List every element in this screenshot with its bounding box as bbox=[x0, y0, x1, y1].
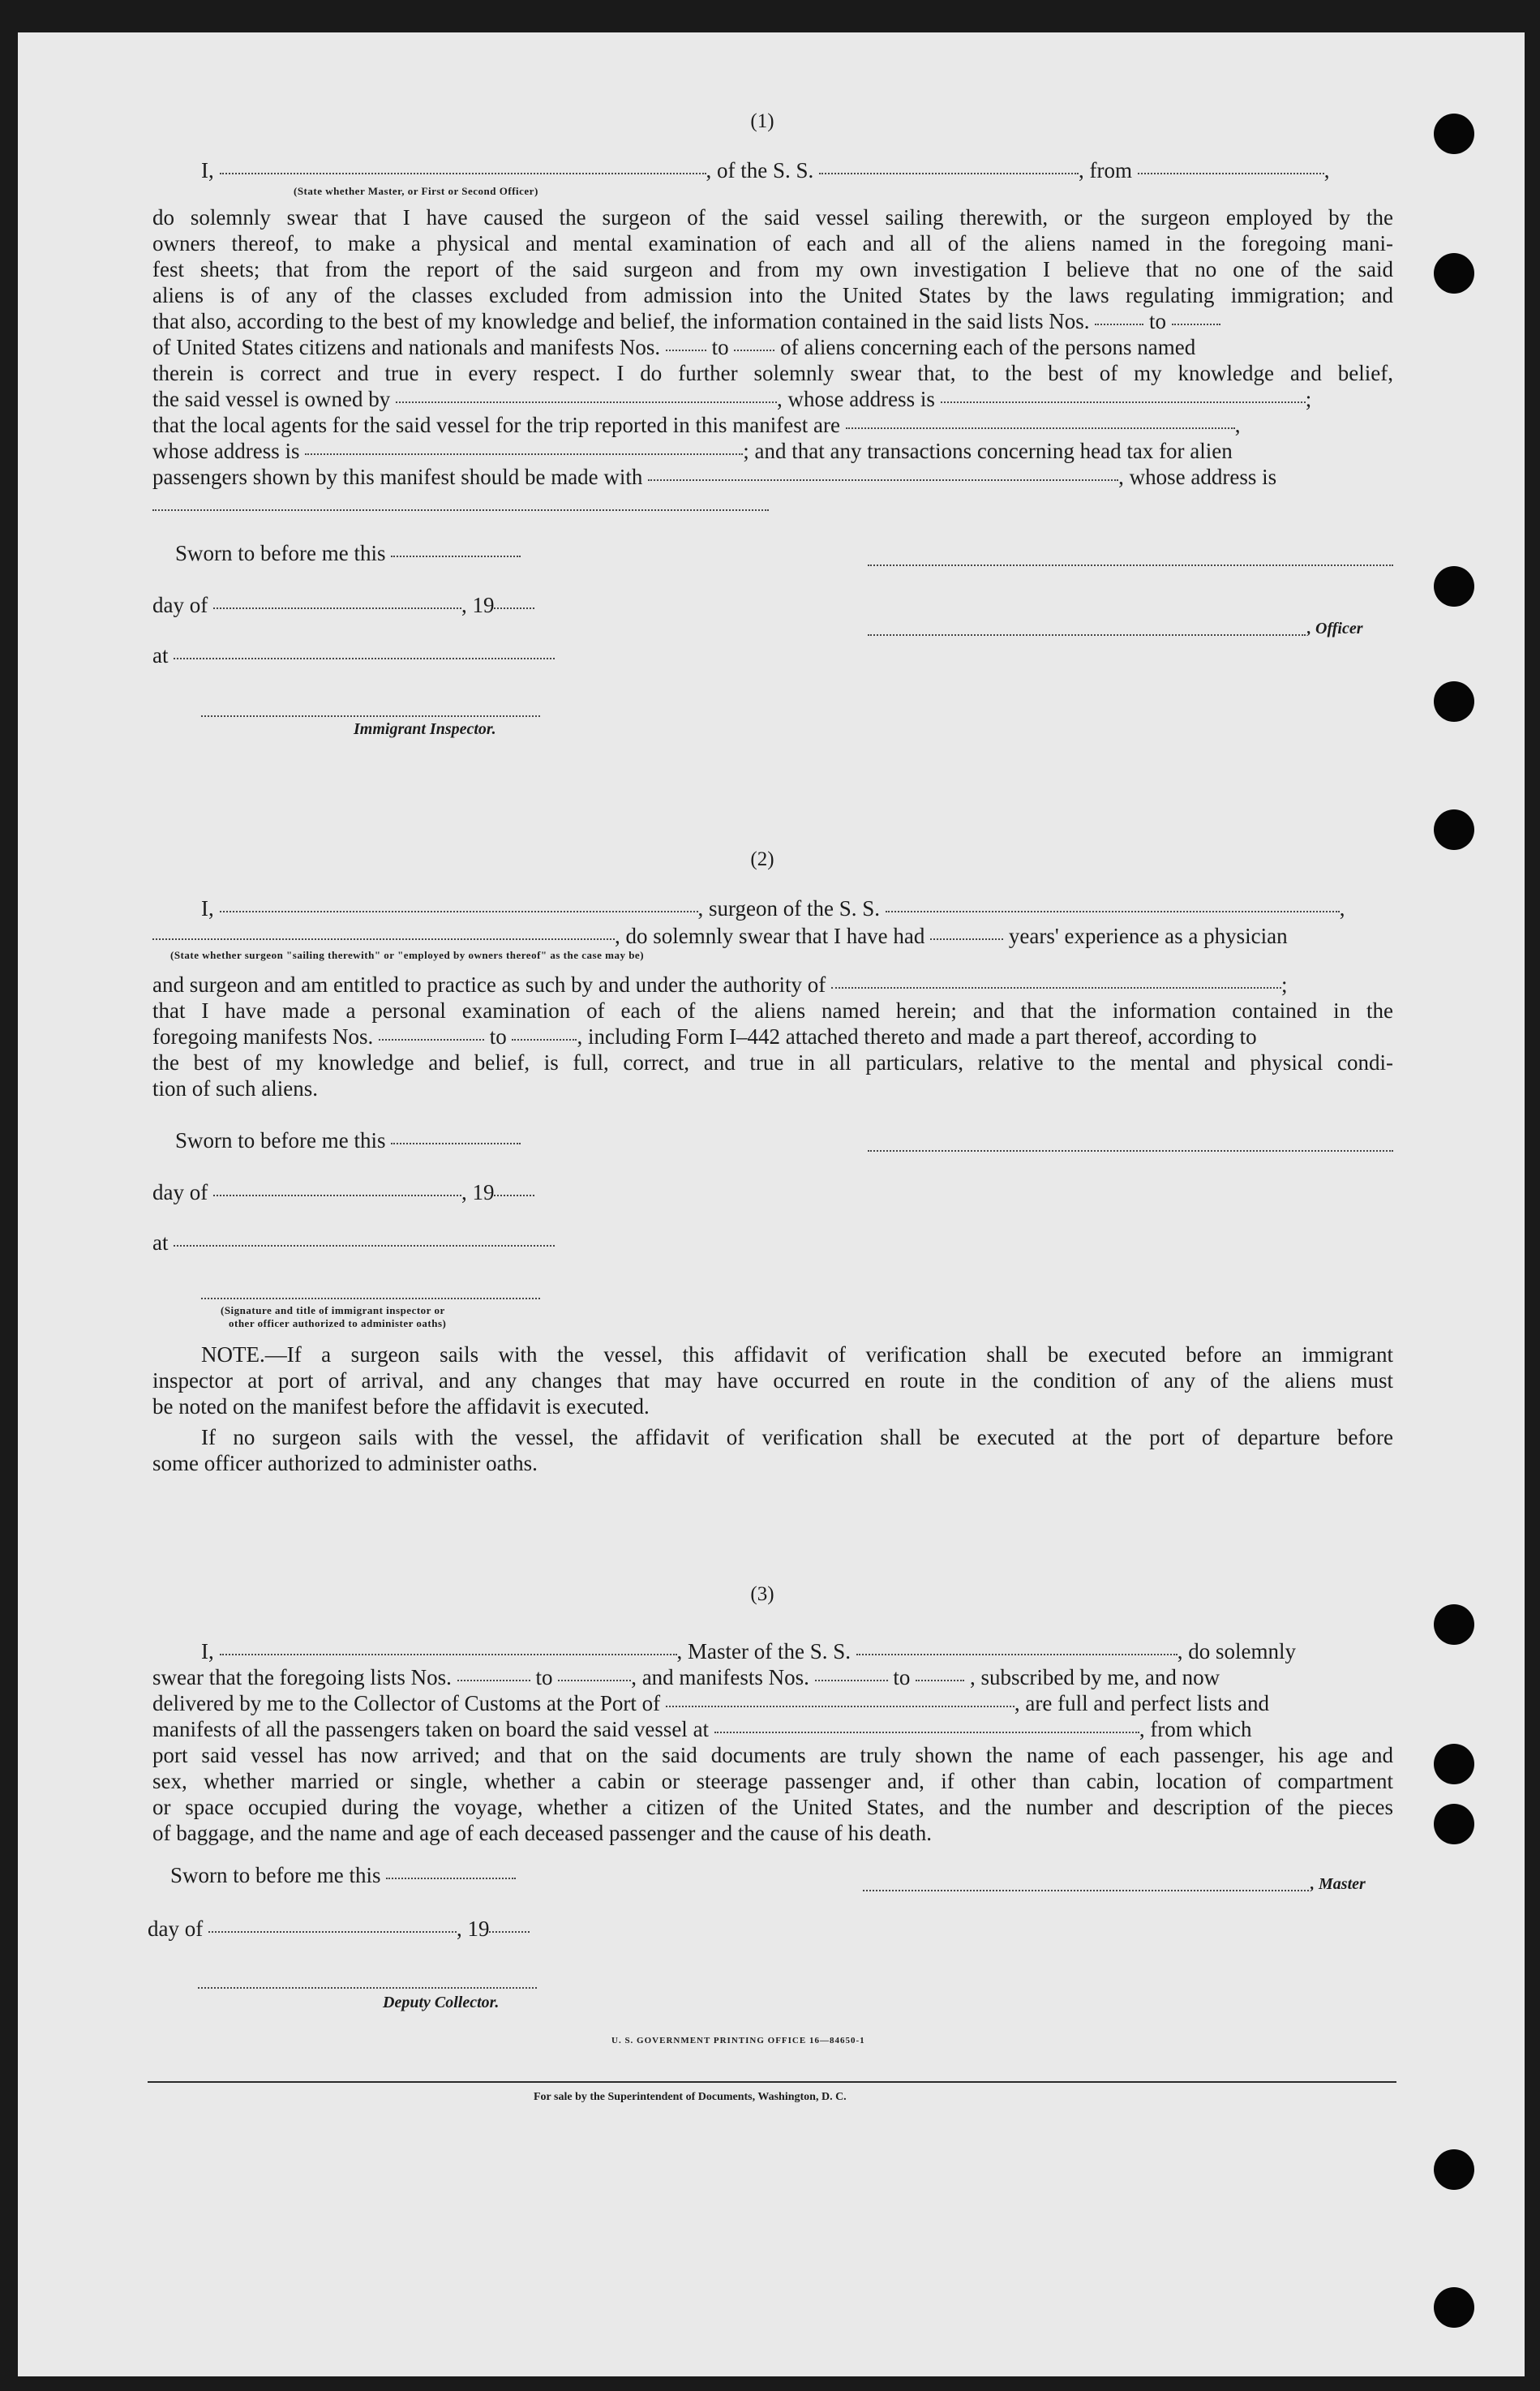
s2-line-7: tion of such aliens. bbox=[152, 1076, 318, 1101]
s1-line-8: therein is correct and true in every respect. I do further solemnly swear that, to the best of my knowledge and belief, bbox=[152, 361, 1393, 385]
officer-rank-caption: (State whether Master, or First or Second Officer) bbox=[294, 185, 538, 197]
s3-sworn-date-blank[interactable] bbox=[386, 1878, 516, 1879]
s2-manifests-to-blank[interactable] bbox=[512, 1039, 577, 1041]
head-tax-address-blank[interactable] bbox=[152, 509, 769, 511]
s2-day-blank[interactable] bbox=[213, 1195, 461, 1196]
s1-line-10: that the local agents for the said vessel for the trip reported in this manifest are , bbox=[152, 413, 1241, 437]
port-of-arrival-blank[interactable] bbox=[666, 1706, 1015, 1707]
binder-hole bbox=[1434, 2287, 1474, 2328]
s2-year-blank[interactable] bbox=[494, 1195, 534, 1196]
binder-hole bbox=[1434, 1604, 1474, 1645]
binder-hole bbox=[1434, 1744, 1474, 1784]
from-port-blank[interactable] bbox=[1138, 173, 1324, 174]
surgeon-status-caption: (State whether surgeon "sailing therewith" or "employed by owners thereof" as the case may be) bbox=[170, 949, 645, 961]
inspector-signature-line[interactable] bbox=[201, 715, 540, 717]
port-of-embarkation-blank[interactable] bbox=[714, 1732, 1139, 1733]
s2-sworn-date-blank[interactable] bbox=[391, 1143, 521, 1144]
gpo-imprint: U. S. GOVERNMENT PRINTING OFFICE 16—84650-1 bbox=[611, 2036, 865, 2045]
years-experience-blank[interactable] bbox=[930, 938, 1003, 940]
agents-address-blank[interactable] bbox=[305, 453, 743, 455]
s2-line-3: and surgeon and am entitled to practice as such by and under the authority of ; bbox=[152, 972, 1288, 997]
footer-rule bbox=[148, 2081, 1396, 2083]
note2-line-1: If no surgeon sails with the vessel, the affidavit of verification shall be executed at the port of departure before bbox=[201, 1425, 1393, 1449]
s3-year-blank[interactable] bbox=[489, 1931, 530, 1933]
s3-line-5: port said vessel has now arrived; and that on the said documents are truly shown the name of each passenger, his age and bbox=[152, 1743, 1393, 1767]
note-line-1: NOTE.—If a surgeon sails with the vessel, this affidavit of verification shall be executed before an immigrant bbox=[201, 1342, 1393, 1367]
s3-line-8: of baggage, and the name and age of each deceased passenger and the cause of his death. bbox=[152, 1821, 933, 1845]
s3-manifests-to-blank[interactable] bbox=[916, 1680, 964, 1681]
s2-line-5: foregoing manifests Nos. to , including Form I–442 attached thereto and made a part thereof, according to bbox=[152, 1024, 1257, 1049]
master-label: , Master bbox=[1311, 1875, 1366, 1893]
s2-day: day of , 19 bbox=[152, 1179, 534, 1205]
surgeon-status-blank[interactable] bbox=[152, 938, 615, 940]
s2-signature-caption: other officer authorized to administer oaths) bbox=[229, 1317, 447, 1329]
s3-line-1: I, , Master of the S. S. , do solemnly bbox=[201, 1639, 1296, 1663]
binder-hole bbox=[1434, 566, 1474, 607]
s3-lists-to-blank[interactable] bbox=[558, 1680, 631, 1681]
officer-name-blank[interactable] bbox=[220, 173, 706, 174]
year-blank[interactable] bbox=[494, 607, 534, 609]
s3-vessel-blank[interactable] bbox=[856, 1654, 1178, 1655]
form-page bbox=[18, 32, 1525, 2376]
note2-line-2: some officer authorized to administer oaths. bbox=[152, 1451, 538, 1475]
owner-address-blank[interactable] bbox=[941, 401, 1306, 403]
section-2-heading: (2) bbox=[750, 848, 774, 870]
at-place-blank[interactable] bbox=[174, 658, 555, 659]
s1-line-1: I, , of the S. S. , from , bbox=[201, 158, 1330, 182]
s1-line-5: aliens is of any of the classes excluded from admission into the United States by the laws regulating immigration; and bbox=[152, 283, 1393, 307]
sworn-date-blank[interactable] bbox=[391, 556, 521, 557]
manifests-to-blank[interactable] bbox=[734, 350, 774, 351]
s2-signature-caption: (Signature and title of immigrant inspector or bbox=[221, 1304, 445, 1316]
deputy-collector-label: Deputy Collector. bbox=[383, 1994, 500, 2011]
binder-hole bbox=[1434, 2149, 1474, 2190]
s3-line-7: or space occupied during the voyage, whether a citizen of the United States, and the number and description of the pieces bbox=[152, 1795, 1393, 1819]
section-3-heading: (3) bbox=[750, 1583, 774, 1605]
s2-manifests-from-blank[interactable] bbox=[379, 1039, 484, 1041]
s2-at-place-blank[interactable] bbox=[174, 1245, 555, 1247]
s3-sworn: Sworn to before me this bbox=[170, 1862, 516, 1888]
officer-signature-line[interactable] bbox=[868, 564, 1393, 566]
s1-line-4: fest sheets; that from the report of the said surgeon and from my own investigation I believe that no one of the said bbox=[152, 257, 1393, 281]
binder-hole bbox=[1434, 809, 1474, 850]
s1-at: at bbox=[152, 642, 555, 668]
s1-line-2: do solemnly swear that I have caused the surgeon of the said vessel sailing therewith, or the surgeon employed by the bbox=[152, 205, 1393, 230]
officer-title-line[interactable] bbox=[868, 634, 1306, 636]
s2-sworn: Sworn to before me this bbox=[175, 1127, 521, 1153]
s1-line-12: passengers shown by this manifest should be made with , whose address is bbox=[152, 465, 1277, 489]
s1-line-3: owners thereof, to make a physical and mental examination of each and all of the aliens named in the foregoing mani- bbox=[152, 231, 1393, 255]
day-blank[interactable] bbox=[213, 607, 461, 609]
surgeon-signature-line[interactable] bbox=[868, 1150, 1393, 1152]
sales-footer: For sale by the Superintendent of Documents, Washington, D. C. bbox=[534, 2091, 847, 2103]
s3-day-blank[interactable] bbox=[208, 1931, 457, 1933]
s2-line-1: I, , surgeon of the S. S. , bbox=[201, 896, 1345, 921]
s2-line-4: that I have made a personal examination of each of the aliens named herein; and that the information contained in the bbox=[152, 998, 1393, 1023]
master-name-blank[interactable] bbox=[220, 1654, 677, 1655]
s1-line-11: whose address is ; and that any transactions concerning head tax for alien bbox=[152, 439, 1233, 463]
binder-hole bbox=[1434, 681, 1474, 722]
s1-day: day of , 19 bbox=[152, 592, 534, 618]
s3-lists-from-blank[interactable] bbox=[457, 1680, 530, 1681]
binder-hole bbox=[1434, 253, 1474, 294]
s1-sworn: Sworn to before me this bbox=[175, 540, 521, 566]
lists-to-blank[interactable] bbox=[1172, 324, 1220, 325]
binder-hole bbox=[1434, 1804, 1474, 1844]
binder-hole bbox=[1434, 114, 1474, 154]
s3-line-3: delivered by me to the Collector of Customs at the Port of , are full and perfect lists and bbox=[152, 1691, 1270, 1715]
s1-line-7: of United States citizens and nationals and manifests Nos. to of aliens concerning each of the persons named bbox=[152, 335, 1196, 359]
s2-line-6: the best of my knowledge and belief, is full, correct, and true in all particulars, relative to the mental and physical condi- bbox=[152, 1050, 1393, 1075]
lists-from-blank[interactable] bbox=[1095, 324, 1143, 325]
vessel-name-blank[interactable] bbox=[819, 173, 1079, 174]
officer-label: , Officer bbox=[1307, 620, 1363, 637]
s2-inspector-signature-line[interactable] bbox=[201, 1298, 540, 1299]
note-line-3: be noted on the manifest before the affidavit is executed. bbox=[152, 1394, 650, 1419]
section-1-heading: (1) bbox=[750, 110, 774, 132]
s2-at: at bbox=[152, 1230, 555, 1256]
s2-vessel-blank[interactable] bbox=[886, 911, 1340, 912]
master-signature-line[interactable] bbox=[863, 1890, 1309, 1891]
deputy-collector-signature-line[interactable] bbox=[198, 1987, 537, 1989]
local-agents-blank[interactable] bbox=[846, 427, 1235, 429]
manifests-from-blank[interactable] bbox=[666, 350, 706, 351]
s3-line-2: swear that the foregoing lists Nos. to , and manifests Nos. to , subscribed by me, and now bbox=[152, 1665, 1220, 1689]
s1-line-9: the said vessel is owned by , whose address is ; bbox=[152, 387, 1312, 411]
surgeon-name-blank[interactable] bbox=[220, 911, 698, 912]
immigrant-inspector-label: Immigrant Inspector. bbox=[354, 720, 496, 738]
s3-manifests-from-blank[interactable] bbox=[815, 1680, 888, 1681]
s3-line-6: sex, whether married or single, whether a cabin or steerage passenger and, if other than cabin, location of compartment bbox=[152, 1769, 1393, 1793]
note-line-2: inspector at port of arrival, and any changes that may have occurred en route in the condition of any of the aliens must bbox=[152, 1368, 1393, 1393]
s1-line-6: that also, according to the best of my knowledge and belief, the information contained in the said lists Nos. to bbox=[152, 308, 1220, 334]
owner-blank[interactable] bbox=[396, 401, 777, 403]
head-tax-contact-blank[interactable] bbox=[648, 479, 1118, 481]
s3-line-4: manifests of all the passengers taken on board the said vessel at , from which bbox=[152, 1717, 1252, 1741]
authority-blank[interactable] bbox=[831, 987, 1281, 989]
s2-line-2: , do solemnly swear that I have had years' experience as a physician bbox=[152, 923, 1288, 949]
s3-day: day of , 19 bbox=[148, 1916, 530, 1942]
